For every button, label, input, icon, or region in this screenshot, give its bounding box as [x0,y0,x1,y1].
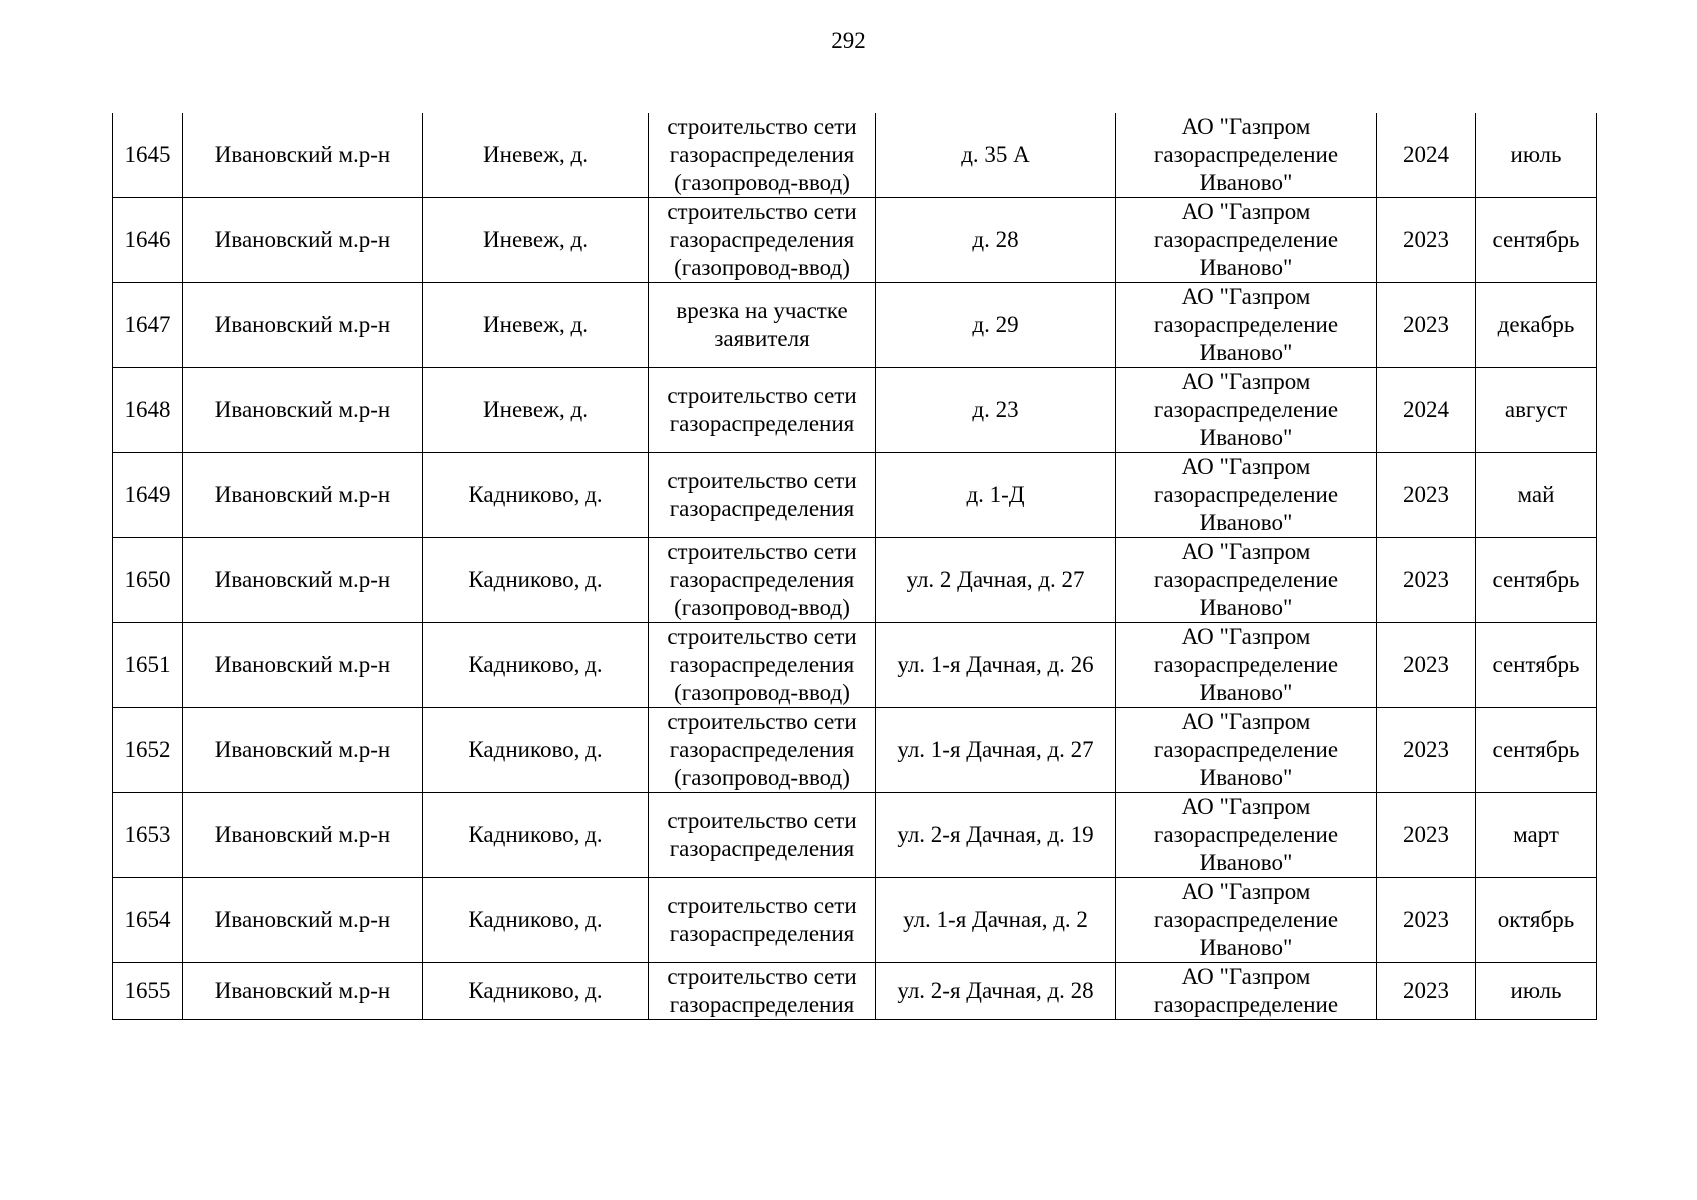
work-type-cell: строительство сети газораспределения (газопровод-ввод) [649,623,876,708]
address-cell: д. 29 [876,283,1116,368]
address-cell: д. 1-Д [876,453,1116,538]
year-cell: 2024 [1377,113,1476,198]
year-cell: 2023 [1377,708,1476,793]
year-cell: 2023 [1377,963,1476,1020]
address-cell: ул. 1-я Дачная, д. 26 [876,623,1116,708]
work-type-cell: строительство сети газораспределения (газопровод-ввод) [649,708,876,793]
row-number-cell: 1647 [113,283,183,368]
settlement-cell: Кадниково, д. [423,538,649,623]
work-type-cell: строительство сети газораспределения (газопровод-ввод) [649,113,876,198]
year-cell: 2023 [1377,283,1476,368]
address-cell: д. 28 [876,198,1116,283]
organization-cell: АО "Газпром газораспределение Иваново" [1116,198,1377,283]
district-cell: Ивановский м.р-н [183,198,423,283]
address-cell: ул. 1-я Дачная, д. 27 [876,708,1116,793]
table-row [113,198,1597,283]
month-cell: июль [1476,963,1597,1020]
organization-cell: АО "Газпром газораспределение Иваново" [1116,793,1377,878]
row-number-cell: 1651 [113,623,183,708]
settlement-cell: Кадниково, д. [423,623,649,708]
organization-cell: АО "Газпром газораспределение Иваново" [1116,878,1377,963]
year-cell: 2023 [1377,453,1476,538]
address-cell: ул. 2-я Дачная, д. 19 [876,793,1116,878]
month-cell: декабрь [1476,283,1597,368]
address-cell: ул. 1-я Дачная, д. 2 [876,878,1116,963]
month-cell: март [1476,793,1597,878]
district-cell: Ивановский м.р-н [183,708,423,793]
address-cell: д. 23 [876,368,1116,453]
district-cell: Ивановский м.р-н [183,878,423,963]
month-cell: июль [1476,113,1597,198]
table-row [113,963,1597,1020]
work-type-cell: строительство сети газораспределения (газопровод-ввод) [649,538,876,623]
table-row [113,368,1597,453]
settlement-cell: Иневеж, д. [423,113,649,198]
district-cell: Ивановский м.р-н [183,538,423,623]
work-type-text: строительство сети газораспределения [667,964,857,1017]
month-cell: май [1476,453,1597,538]
settlement-cell: Кадниково, д. [423,793,649,878]
table-row [113,283,1597,368]
table-row [113,453,1597,538]
address-cell: д. 35 А [876,113,1116,198]
month-cell: сентябрь [1476,623,1597,708]
row-number-cell: 1650 [113,538,183,623]
year-cell: 2023 [1377,878,1476,963]
row-number-cell: 1648 [113,368,183,453]
row-number-cell: 1655 [113,963,183,1020]
month-cell: сентябрь [1476,708,1597,793]
row-number-cell: 1653 [113,793,183,878]
year-cell: 2023 [1377,793,1476,878]
district-cell: Ивановский м.р-н [183,368,423,453]
organization-text: АО "Газпром газораспределение [1153,964,1339,1017]
organization-cell [1116,963,1377,1020]
settlement-cell: Кадниково, д. [423,453,649,538]
work-type-cell: врезка на участке заявителя [649,283,876,368]
organization-cell: АО "Газпром газораспределение Иваново" [1116,708,1377,793]
address-cell: ул. 2 Дачная, д. 27 [876,538,1116,623]
gas-connection-register-table [112,113,1597,1020]
year-cell: 2023 [1377,538,1476,623]
address-cell: ул. 2-я Дачная, д. 28 [876,963,1116,1020]
district-cell: Ивановский м.р-н [183,623,423,708]
work-type-cell: строительство сети газораспределения [649,793,876,878]
settlement-cell: Кадниково, д. [423,878,649,963]
district-cell: Ивановский м.р-н [183,793,423,878]
work-type-cell: строительство сети газораспределения [649,878,876,963]
organization-cell: АО "Газпром газораспределение Иваново" [1116,368,1377,453]
settlement-cell: Кадниково, д. [423,963,649,1020]
table-row [113,878,1597,963]
organization-cell: АО "Газпром газораспределение Иваново" [1116,453,1377,538]
row-number-cell: 1646 [113,198,183,283]
work-type-cell [649,963,876,1020]
table-row [113,793,1597,878]
district-cell: Ивановский м.р-н [183,113,423,198]
month-cell: сентябрь [1476,198,1597,283]
table-row [113,113,1597,198]
organization-cell: АО "Газпром газораспределение Иваново" [1116,283,1377,368]
row-number-cell: 1649 [113,453,183,538]
settlement-cell: Кадниково, д. [423,708,649,793]
row-number-cell: 1645 [113,113,183,198]
month-cell: август [1476,368,1597,453]
organization-cell: АО "Газпром газораспределение Иваново" [1116,538,1377,623]
work-type-cell: строительство сети газораспределения (газопровод-ввод) [649,198,876,283]
table-row [113,538,1597,623]
district-cell: Ивановский м.р-н [183,453,423,538]
district-cell: Ивановский м.р-н [183,963,423,1020]
page-number: 292 [831,28,866,53]
work-type-cell: строительство сети газораспределения [649,453,876,538]
month-cell: сентябрь [1476,538,1597,623]
year-cell: 2023 [1377,198,1476,283]
settlement-cell: Иневеж, д. [423,283,649,368]
organization-cell: АО "Газпром газораспределение Иваново" [1116,113,1377,198]
organization-cell: АО "Газпром газораспределение Иваново" [1116,623,1377,708]
settlement-cell: Иневеж, д. [423,198,649,283]
row-number-cell: 1654 [113,878,183,963]
year-cell: 2023 [1377,623,1476,708]
work-type-cell: строительство сети газораспределения [649,368,876,453]
settlement-cell: Иневеж, д. [423,368,649,453]
year-cell: 2024 [1377,368,1476,453]
table-row [113,708,1597,793]
row-number-cell: 1652 [113,708,183,793]
month-cell: октябрь [1476,878,1597,963]
table-row [113,623,1597,708]
district-cell: Ивановский м.р-н [183,283,423,368]
